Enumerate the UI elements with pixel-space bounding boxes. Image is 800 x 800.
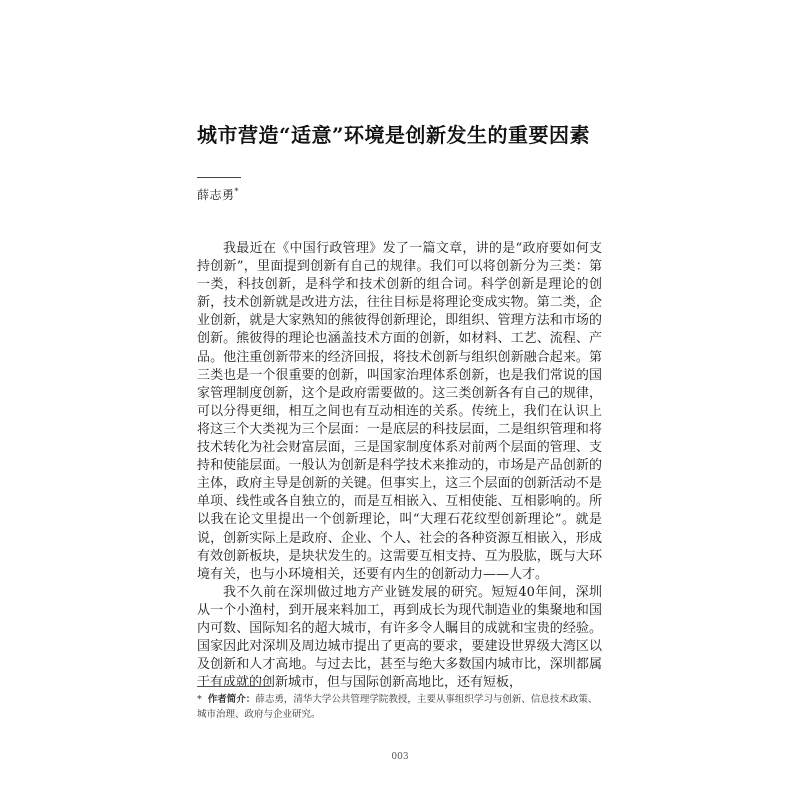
author-name: 薛志勇	[197, 188, 235, 202]
author-footnote-mark: *	[234, 187, 240, 196]
footnote-text: 薛志勇，清华大学公共管理学院教授，主要从事组织学习与创新、信息技术政策、城市治理、政府与企业研究。	[197, 694, 598, 720]
footnote	[197, 692, 602, 722]
article-body	[197, 240, 602, 692]
page-number: 003	[391, 752, 409, 762]
footnote-divider	[197, 686, 271, 687]
title-divider	[197, 177, 241, 178]
footnote-heading: 作者简介：	[207, 694, 256, 705]
paragraph-1: 我最近在《中国行政管理》发了一篇文章，讲的是“政府要如何支持创新”，里面提到创新有自己的规律。我们可以将创新分为三类：第一类，科技创新，是科学和技术创新的组合词。科学创新是理论的创新，技术创新就是改进方法，往往目标是将理论变成实物。第二类，企业创新，就是大家熟知的熊彼得创新理论，即组织、管理方法和市场的创新。熊彼得的理论也涵盖技术方面的创新，如材料、工艺、流程、产品。他注重创新带来的经济回报，将技术创新与组织创新融合起来。第三类也是一个很重要的创新，叫国家治理体系创新，也是我们常说的国家管理制度创新，这个是政府需要做的。这三类创新各有自己的规律，可以分得更细，相互之间也有互动相连的关系。传统上，我们在认识上将这三个大类视为三个层面：一是底层的科技层面，二是组织管理和将技术转化为社会财富层面，三是国家制度体系对前两个层面的管理、支持和使能层面。一般认为创新是科学技术来推动的，市场是产品创新的主体，政府主导是创新的关键。但事实上，这三个层面的创新活动不是单项、线性或各自独立的，而是互相嵌入、互相使能、互相影响的。所以我在论文里提出一个创新理论，叫“大理石花纹型创新理论”。就是说，创新实际上是政府、企业、个人、社会的各种资源互相嵌入，形成有效创新板块，是块状发生的。这需要互相支持、互为股肱，既与大环境有关，也与小环境相关，还要有内生的创新动力——人才。	[197, 241, 602, 582]
article-title: 城市营造“适意”环境是创新发生的重要因素	[197, 123, 591, 147]
footnote-marker: *	[197, 694, 202, 705]
paragraph-2: 我不久前在深圳做过地方产业链发展的研究。短短40年间，深圳从一个小渔村，到开展来料加工，再到成长为现代制造业的集聚地和国内可数、国际知名的超大城市，有许多令人瞩目的成就和宝贵的经验。国家因此对深圳及周边城市提出了更高的要求，要建设世界级大湾区以及创新和人才高地。与过去比，甚至与绝大多数国内城市比，深圳都属于有成就的创新城市，但与国际创新高地比，还有短板，	[197, 584, 602, 691]
article-author	[197, 186, 239, 203]
